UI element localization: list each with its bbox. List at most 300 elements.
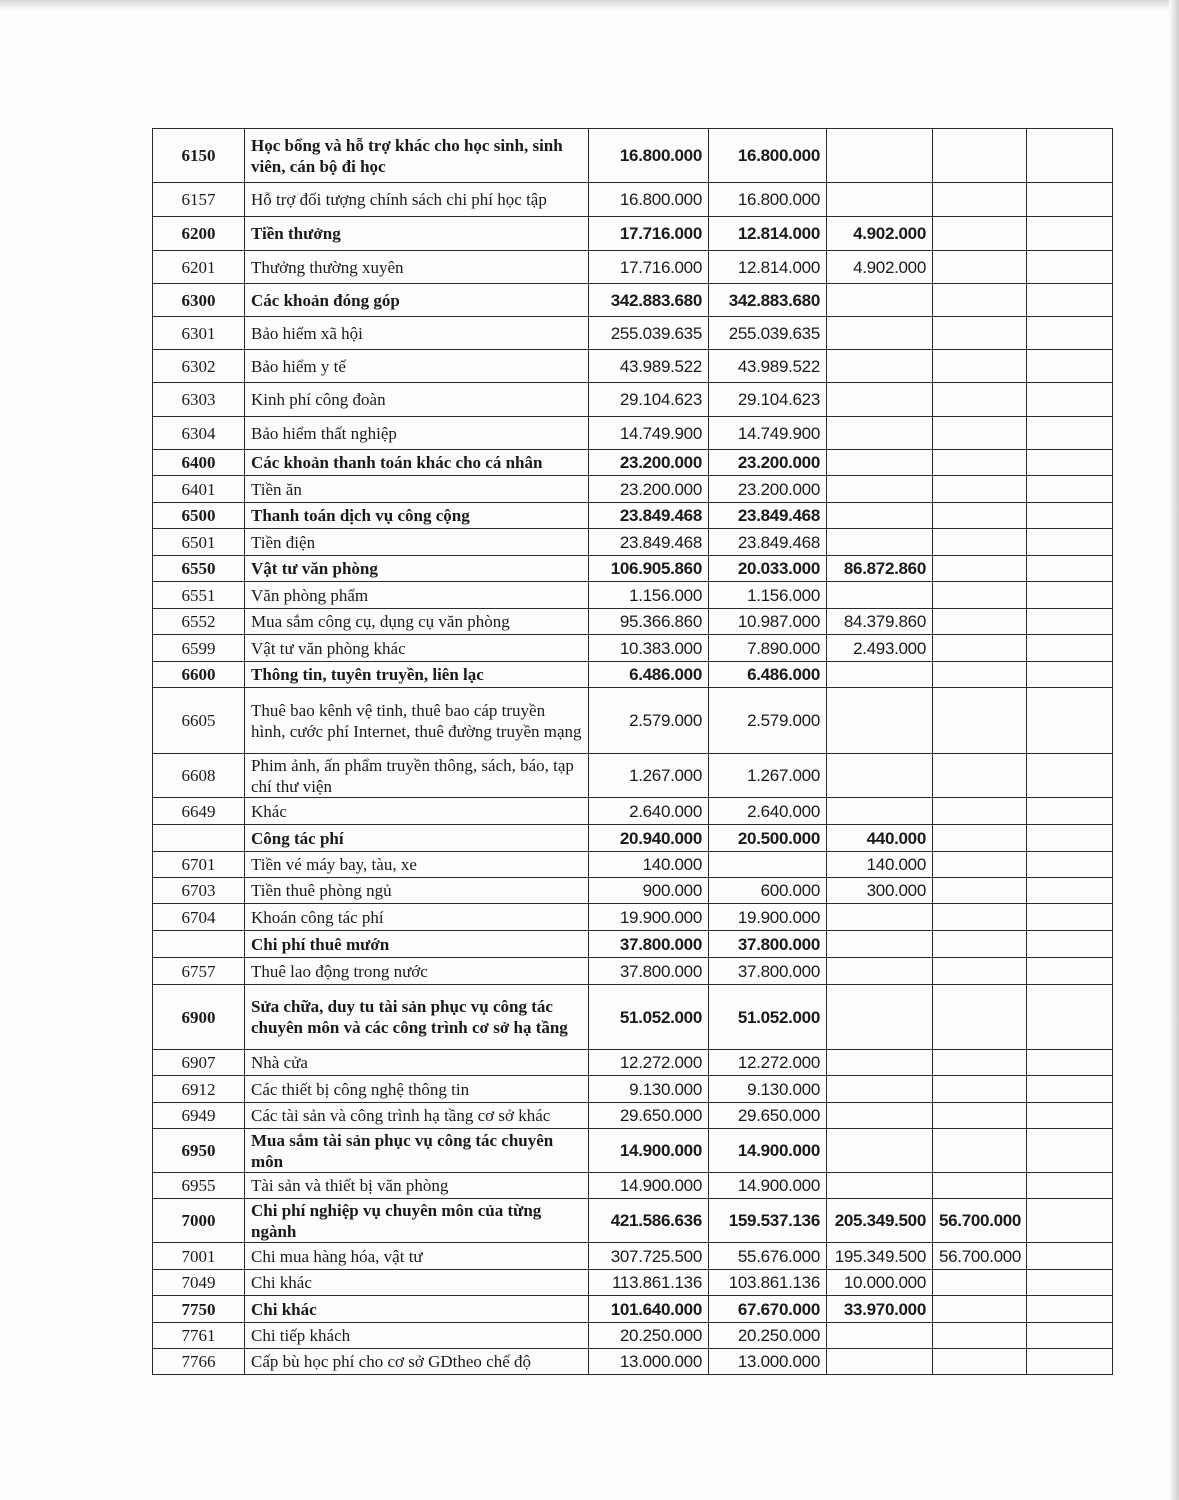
- table-row: [153, 1103, 1113, 1129]
- table-row: [153, 688, 1113, 754]
- amount-col4-cell: [933, 450, 1027, 476]
- amount-col3-cell: [827, 417, 933, 450]
- amount-col5-cell: [1027, 417, 1113, 450]
- amount-col3-cell: [827, 284, 933, 317]
- amount-col2-cell: 23.200.000: [709, 450, 827, 476]
- item-name-cell: Mua sắm tài sản phục vụ công tác chuyên môn: [245, 1129, 589, 1173]
- account-code-cell: 6401: [153, 476, 245, 503]
- amount-col4-cell: [933, 284, 1027, 317]
- amount-col2-cell: 37.800.000: [709, 958, 827, 985]
- table-row: [153, 582, 1113, 609]
- table-row: [153, 852, 1113, 878]
- table-row: [153, 1129, 1113, 1173]
- total-amount-cell: 1.156.000: [589, 582, 709, 609]
- amount-col4-cell: [933, 852, 1027, 878]
- amount-col3-cell: [827, 798, 933, 825]
- amount-col2-cell: 20.500.000: [709, 825, 827, 852]
- amount-col5-cell: [1027, 1129, 1113, 1173]
- total-amount-cell: 140.000: [589, 852, 709, 878]
- account-code-cell: 6200: [153, 217, 245, 251]
- table-row: [153, 931, 1113, 958]
- item-name-cell: Bảo hiểm xã hội: [245, 317, 589, 350]
- account-code-cell: 6150: [153, 129, 245, 183]
- amount-col3-cell: [827, 1323, 933, 1349]
- amount-col4-cell: [933, 317, 1027, 350]
- table-row: [153, 1050, 1113, 1076]
- account-code-cell: 6301: [153, 317, 245, 350]
- total-amount-cell: 16.800.000: [589, 129, 709, 183]
- item-name-cell: Chi mua hàng hóa, vật tư: [245, 1243, 589, 1270]
- amount-col4-cell: [933, 529, 1027, 556]
- account-code-cell: 6400: [153, 450, 245, 476]
- item-name-cell: Công tác phí: [245, 825, 589, 852]
- table-row: [153, 284, 1113, 317]
- table-row: [153, 609, 1113, 635]
- item-name-cell: Thuê bao kênh vệ tinh, thuê bao cáp truyền hình, cước phí Internet, thuê đường truyền mạng: [245, 688, 589, 754]
- item-name-cell: Các khoản đóng góp: [245, 284, 589, 317]
- amount-col3-cell: 4.902.000: [827, 251, 933, 284]
- amount-col2-cell: 23.200.000: [709, 476, 827, 503]
- amount-col2-cell: 29.650.000: [709, 1103, 827, 1129]
- amount-col2-cell: 14.900.000: [709, 1173, 827, 1199]
- amount-col5-cell: [1027, 688, 1113, 754]
- amount-col5-cell: [1027, 284, 1113, 317]
- amount-col2-cell: 37.800.000: [709, 931, 827, 958]
- amount-col3-cell: [827, 1129, 933, 1173]
- amount-col2-cell: 23.849.468: [709, 529, 827, 556]
- table-row: [153, 129, 1113, 183]
- amount-col4-cell: [933, 556, 1027, 582]
- total-amount-cell: 106.905.860: [589, 556, 709, 582]
- amount-col4-cell: [933, 825, 1027, 852]
- account-code-cell: 6157: [153, 183, 245, 217]
- table-row: [153, 251, 1113, 284]
- amount-col4-cell: [933, 183, 1027, 217]
- amount-col2-cell: 2.640.000: [709, 798, 827, 825]
- total-amount-cell: 14.900.000: [589, 1129, 709, 1173]
- amount-col4-cell: [933, 1173, 1027, 1199]
- amount-col4-cell: [933, 1103, 1027, 1129]
- table-row: [153, 1243, 1113, 1270]
- total-amount-cell: 43.989.522: [589, 350, 709, 383]
- item-name-cell: Các tài sản và công trình hạ tầng cơ sở khác: [245, 1103, 589, 1129]
- account-code-cell: 6500: [153, 503, 245, 529]
- amount-col3-cell: [827, 904, 933, 931]
- amount-col5-cell: [1027, 183, 1113, 217]
- amount-col4-cell: [933, 1296, 1027, 1323]
- account-code-cell: 6605: [153, 688, 245, 754]
- amount-col2-cell: 12.272.000: [709, 1050, 827, 1076]
- item-name-cell: Tiền vé máy bay, tàu, xe: [245, 852, 589, 878]
- table-row: [153, 529, 1113, 556]
- amount-col4-cell: [933, 878, 1027, 904]
- scan-edge-right: [1169, 0, 1179, 1500]
- amount-col4-cell: 56.700.000: [933, 1199, 1027, 1243]
- amount-col3-cell: [827, 688, 933, 754]
- amount-col4-cell: [933, 985, 1027, 1050]
- amount-col4-cell: [933, 798, 1027, 825]
- amount-col5-cell: [1027, 1296, 1113, 1323]
- amount-col4-cell: [933, 503, 1027, 529]
- amount-col3-cell: [827, 1050, 933, 1076]
- table-row: [153, 1270, 1113, 1296]
- amount-col4-cell: [933, 582, 1027, 609]
- amount-col5-cell: [1027, 1349, 1113, 1375]
- amount-col5-cell: [1027, 556, 1113, 582]
- item-name-cell: Kinh phí công đoàn: [245, 383, 589, 417]
- table-row: [153, 476, 1113, 503]
- amount-col5-cell: [1027, 582, 1113, 609]
- amount-col2-cell: 342.883.680: [709, 284, 827, 317]
- total-amount-cell: 6.486.000: [589, 662, 709, 688]
- amount-col5-cell: [1027, 1199, 1113, 1243]
- table-row: [153, 904, 1113, 931]
- account-code-cell: 6501: [153, 529, 245, 556]
- item-name-cell: Tiền ăn: [245, 476, 589, 503]
- account-code-cell: 6303: [153, 383, 245, 417]
- account-code-cell: 7750: [153, 1296, 245, 1323]
- amount-col3-cell: 33.970.000: [827, 1296, 933, 1323]
- amount-col4-cell: [933, 383, 1027, 417]
- amount-col2-cell: 43.989.522: [709, 350, 827, 383]
- table-row: [153, 217, 1113, 251]
- amount-col2-cell: 6.486.000: [709, 662, 827, 688]
- table-row: [153, 1323, 1113, 1349]
- amount-col3-cell: [827, 503, 933, 529]
- amount-col4-cell: [933, 1129, 1027, 1173]
- table-row: [153, 317, 1113, 350]
- amount-col5-cell: [1027, 904, 1113, 931]
- amount-col3-cell: 195.349.500: [827, 1243, 933, 1270]
- item-name-cell: Tiền điện: [245, 529, 589, 556]
- total-amount-cell: 51.052.000: [589, 985, 709, 1050]
- table-row: [153, 1296, 1113, 1323]
- amount-col5-cell: [1027, 1270, 1113, 1296]
- total-amount-cell: 20.250.000: [589, 1323, 709, 1349]
- amount-col3-cell: [827, 383, 933, 417]
- total-amount-cell: 17.716.000: [589, 251, 709, 284]
- table-row: [153, 754, 1113, 798]
- amount-col2-cell: 19.900.000: [709, 904, 827, 931]
- amount-col5-cell: [1027, 1173, 1113, 1199]
- amount-col3-cell: 140.000: [827, 852, 933, 878]
- item-name-cell: Thuê lao động trong nước: [245, 958, 589, 985]
- amount-col5-cell: [1027, 1076, 1113, 1103]
- amount-col3-cell: [827, 931, 933, 958]
- amount-col3-cell: [827, 529, 933, 556]
- account-code-cell: 6701: [153, 852, 245, 878]
- amount-col2-cell: 103.861.136: [709, 1270, 827, 1296]
- total-amount-cell: 9.130.000: [589, 1076, 709, 1103]
- amount-col4-cell: [933, 217, 1027, 251]
- account-code-cell: 6600: [153, 662, 245, 688]
- amount-col3-cell: [827, 958, 933, 985]
- amount-col5-cell: [1027, 1103, 1113, 1129]
- table-row: [153, 798, 1113, 825]
- amount-col4-cell: [933, 754, 1027, 798]
- amount-col5-cell: [1027, 317, 1113, 350]
- amount-col2-cell: 20.033.000: [709, 556, 827, 582]
- table-row: [153, 450, 1113, 476]
- account-code-cell: 6955: [153, 1173, 245, 1199]
- total-amount-cell: 12.272.000: [589, 1050, 709, 1076]
- item-name-cell: Chi khác: [245, 1296, 589, 1323]
- amount-col3-cell: 205.349.500: [827, 1199, 933, 1243]
- amount-col5-cell: [1027, 609, 1113, 635]
- total-amount-cell: 1.267.000: [589, 754, 709, 798]
- account-code-cell: 6649: [153, 798, 245, 825]
- total-amount-cell: 113.861.136: [589, 1270, 709, 1296]
- total-amount-cell: 16.800.000: [589, 183, 709, 217]
- table-row: [153, 1349, 1113, 1375]
- amount-col3-cell: 440.000: [827, 825, 933, 852]
- amount-col4-cell: [933, 662, 1027, 688]
- item-name-cell: Vật tư văn phòng khác: [245, 635, 589, 662]
- table-row: [153, 662, 1113, 688]
- total-amount-cell: 900.000: [589, 878, 709, 904]
- amount-col5-cell: [1027, 350, 1113, 383]
- account-code-cell: 6704: [153, 904, 245, 931]
- amount-col2-cell: 9.130.000: [709, 1076, 827, 1103]
- account-code-cell: 6551: [153, 582, 245, 609]
- amount-col2-cell: 20.250.000: [709, 1323, 827, 1349]
- amount-col5-cell: [1027, 852, 1113, 878]
- table-row: [153, 878, 1113, 904]
- amount-col5-cell: [1027, 383, 1113, 417]
- item-name-cell: Hỗ trợ đối tượng chính sách chi phí học tập: [245, 183, 589, 217]
- amount-col3-cell: 4.902.000: [827, 217, 933, 251]
- account-code-cell: 7001: [153, 1243, 245, 1270]
- amount-col5-cell: [1027, 878, 1113, 904]
- total-amount-cell: 255.039.635: [589, 317, 709, 350]
- amount-col5-cell: [1027, 503, 1113, 529]
- table-row: [153, 958, 1113, 985]
- amount-col3-cell: [827, 129, 933, 183]
- item-name-cell: Các thiết bị công nghệ thông tin: [245, 1076, 589, 1103]
- amount-col2-cell: 7.890.000: [709, 635, 827, 662]
- item-name-cell: Sửa chữa, duy tu tài sản phục vụ công tác chuyên môn và các công trình cơ sở hạ tầng: [245, 985, 589, 1050]
- amount-col2-cell: 2.579.000: [709, 688, 827, 754]
- amount-col3-cell: [827, 1349, 933, 1375]
- account-code-cell: 6949: [153, 1103, 245, 1129]
- account-code-cell: 6907: [153, 1050, 245, 1076]
- total-amount-cell: 13.000.000: [589, 1349, 709, 1375]
- amount-col5-cell: [1027, 754, 1113, 798]
- total-amount-cell: 95.366.860: [589, 609, 709, 635]
- amount-col3-cell: [827, 1103, 933, 1129]
- amount-col4-cell: [933, 1076, 1027, 1103]
- amount-col2-cell: 600.000: [709, 878, 827, 904]
- total-amount-cell: 37.800.000: [589, 931, 709, 958]
- amount-col2-cell: 29.104.623: [709, 383, 827, 417]
- item-name-cell: Chi phí nghiệp vụ chuyên môn của từng ngành: [245, 1199, 589, 1243]
- total-amount-cell: 19.900.000: [589, 904, 709, 931]
- amount-col3-cell: [827, 985, 933, 1050]
- account-code-cell: 6608: [153, 754, 245, 798]
- table-row: [153, 635, 1113, 662]
- amount-col4-cell: [933, 1323, 1027, 1349]
- account-code-cell: 6302: [153, 350, 245, 383]
- account-code-cell: 7761: [153, 1323, 245, 1349]
- amount-col3-cell: [827, 450, 933, 476]
- total-amount-cell: 2.579.000: [589, 688, 709, 754]
- total-amount-cell: 23.200.000: [589, 476, 709, 503]
- table-row: [153, 1076, 1113, 1103]
- total-amount-cell: 20.940.000: [589, 825, 709, 852]
- total-amount-cell: 14.900.000: [589, 1173, 709, 1199]
- item-name-cell: Chi phí thuê mướn: [245, 931, 589, 958]
- item-name-cell: Tiền thuê phòng ngủ: [245, 878, 589, 904]
- item-name-cell: Khoán công tác phí: [245, 904, 589, 931]
- account-code-cell: 6599: [153, 635, 245, 662]
- amount-col3-cell: [827, 317, 933, 350]
- amount-col4-cell: 56.700.000: [933, 1243, 1027, 1270]
- amount-col4-cell: [933, 609, 1027, 635]
- amount-col2-cell: 1.267.000: [709, 754, 827, 798]
- amount-col4-cell: [933, 688, 1027, 754]
- amount-col4-cell: [933, 1270, 1027, 1296]
- amount-col5-cell: [1027, 529, 1113, 556]
- amount-col5-cell: [1027, 825, 1113, 852]
- amount-col4-cell: [933, 476, 1027, 503]
- table-row: [153, 985, 1113, 1050]
- amount-col3-cell: 86.872.860: [827, 556, 933, 582]
- account-code-cell: 6552: [153, 609, 245, 635]
- amount-col4-cell: [933, 350, 1027, 383]
- table-row: [153, 1173, 1113, 1199]
- amount-col5-cell: [1027, 217, 1113, 251]
- account-code-cell: 6550: [153, 556, 245, 582]
- total-amount-cell: 307.725.500: [589, 1243, 709, 1270]
- total-amount-cell: 37.800.000: [589, 958, 709, 985]
- amount-col2-cell: 23.849.468: [709, 503, 827, 529]
- amount-col3-cell: 10.000.000: [827, 1270, 933, 1296]
- item-name-cell: Vật tư văn phòng: [245, 556, 589, 582]
- amount-col5-cell: [1027, 251, 1113, 284]
- amount-col4-cell: [933, 1050, 1027, 1076]
- amount-col5-cell: [1027, 635, 1113, 662]
- amount-col5-cell: [1027, 1323, 1113, 1349]
- amount-col4-cell: [933, 958, 1027, 985]
- table-row: [153, 417, 1113, 450]
- account-code-cell: 7049: [153, 1270, 245, 1296]
- item-name-cell: Bảo hiểm y tế: [245, 350, 589, 383]
- amount-col2-cell: 1.156.000: [709, 582, 827, 609]
- item-name-cell: Phim ảnh, ấn phẩm truyền thông, sách, báo, tạp chí thư viện: [245, 754, 589, 798]
- amount-col3-cell: 300.000: [827, 878, 933, 904]
- amount-col5-cell: [1027, 798, 1113, 825]
- item-name-cell: Các khoản thanh toán khác cho cá nhân: [245, 450, 589, 476]
- amount-col2-cell: 55.676.000: [709, 1243, 827, 1270]
- total-amount-cell: 2.640.000: [589, 798, 709, 825]
- account-code-cell: 6950: [153, 1129, 245, 1173]
- item-name-cell: Thưởng thường xuyên: [245, 251, 589, 284]
- amount-col3-cell: [827, 754, 933, 798]
- account-code-cell: 7766: [153, 1349, 245, 1375]
- table-row: [153, 383, 1113, 417]
- account-code-cell: 6300: [153, 284, 245, 317]
- item-name-cell: Chi khác: [245, 1270, 589, 1296]
- amount-col4-cell: [933, 251, 1027, 284]
- item-name-cell: Văn phòng phẩm: [245, 582, 589, 609]
- account-code-cell: 6757: [153, 958, 245, 985]
- amount-col4-cell: [933, 1349, 1027, 1375]
- table-row: [153, 503, 1113, 529]
- amount-col2-cell: 51.052.000: [709, 985, 827, 1050]
- amount-col2-cell: 14.900.000: [709, 1129, 827, 1173]
- item-name-cell: Mua sắm công cụ, dụng cụ văn phòng: [245, 609, 589, 635]
- amount-col3-cell: [827, 183, 933, 217]
- total-amount-cell: 23.849.468: [589, 529, 709, 556]
- amount-col5-cell: [1027, 1243, 1113, 1270]
- account-code-cell: 6703: [153, 878, 245, 904]
- amount-col4-cell: [933, 635, 1027, 662]
- amount-col3-cell: [827, 582, 933, 609]
- item-name-cell: Nhà cửa: [245, 1050, 589, 1076]
- table-row: [153, 825, 1113, 852]
- amount-col5-cell: [1027, 958, 1113, 985]
- budget-table: [152, 128, 1113, 1375]
- amount-col2-cell: 16.800.000: [709, 129, 827, 183]
- item-name-cell: Bảo hiểm thất nghiệp: [245, 417, 589, 450]
- total-amount-cell: 342.883.680: [589, 284, 709, 317]
- total-amount-cell: 10.383.000: [589, 635, 709, 662]
- amount-col2-cell: 14.749.900: [709, 417, 827, 450]
- amount-col3-cell: [827, 476, 933, 503]
- table-row: [153, 183, 1113, 217]
- amount-col4-cell: [933, 931, 1027, 958]
- budget-table-body: [153, 129, 1113, 1375]
- account-code-cell: 6201: [153, 251, 245, 284]
- account-code-cell: 6304: [153, 417, 245, 450]
- amount-col2-cell: 13.000.000: [709, 1349, 827, 1375]
- amount-col3-cell: [827, 350, 933, 383]
- account-code-cell: 6900: [153, 985, 245, 1050]
- item-name-cell: Tiền thưởng: [245, 217, 589, 251]
- amount-col5-cell: [1027, 931, 1113, 958]
- total-amount-cell: 421.586.636: [589, 1199, 709, 1243]
- amount-col2-cell: 12.814.000: [709, 251, 827, 284]
- amount-col3-cell: 2.493.000: [827, 635, 933, 662]
- total-amount-cell: 14.749.900: [589, 417, 709, 450]
- item-name-cell: Học bổng và hỗ trợ khác cho học sinh, sinh viên, cán bộ đi học: [245, 129, 589, 183]
- amount-col5-cell: [1027, 450, 1113, 476]
- amount-col2-cell: 67.670.000: [709, 1296, 827, 1323]
- table-row: [153, 350, 1113, 383]
- account-code-cell: [153, 931, 245, 958]
- amount-col3-cell: [827, 1173, 933, 1199]
- table-row: [153, 1199, 1113, 1243]
- total-amount-cell: 17.716.000: [589, 217, 709, 251]
- account-code-cell: 7000: [153, 1199, 245, 1243]
- table-row: [153, 556, 1113, 582]
- account-code-cell: 6912: [153, 1076, 245, 1103]
- total-amount-cell: 29.104.623: [589, 383, 709, 417]
- amount-col4-cell: [933, 417, 1027, 450]
- account-code-cell: [153, 825, 245, 852]
- amount-col4-cell: [933, 904, 1027, 931]
- amount-col5-cell: [1027, 662, 1113, 688]
- amount-col2-cell: 16.800.000: [709, 183, 827, 217]
- amount-col3-cell: [827, 662, 933, 688]
- amount-col4-cell: [933, 129, 1027, 183]
- amount-col5-cell: [1027, 476, 1113, 503]
- total-amount-cell: 23.200.000: [589, 450, 709, 476]
- total-amount-cell: 23.849.468: [589, 503, 709, 529]
- item-name-cell: Cấp bù học phí cho cơ sở GDtheo chế độ: [245, 1349, 589, 1375]
- item-name-cell: Khác: [245, 798, 589, 825]
- amount-col5-cell: [1027, 985, 1113, 1050]
